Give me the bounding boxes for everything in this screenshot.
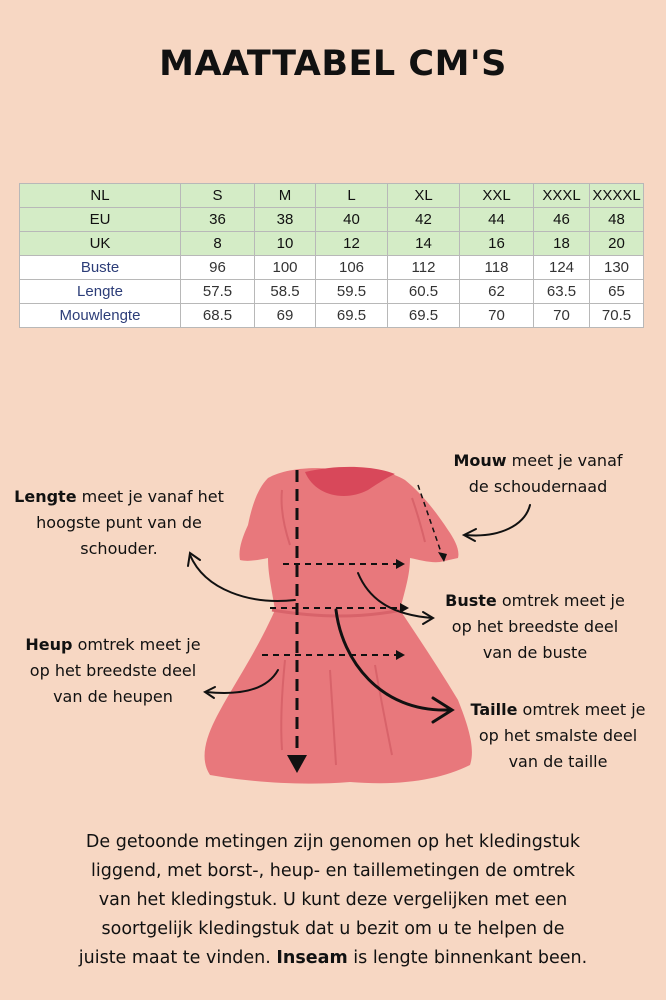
callout-heup: [8, 632, 218, 710]
callout-lengte-line1: meet je vanaf het: [76, 487, 224, 506]
table-cell: 36: [181, 208, 255, 232]
table-cell: 68.5: [181, 304, 255, 328]
table-cell: 8: [181, 232, 255, 256]
callout-buste-bold: Buste: [445, 591, 497, 610]
table-row: [20, 256, 644, 280]
table-cell: XL: [388, 184, 460, 208]
callout-buste: [432, 588, 638, 666]
footer-line3: van het kledingstuk. U kunt deze vergelijken met een: [98, 890, 568, 910]
table-cell: 63.5: [534, 280, 590, 304]
callout-heup-line3: van de heupen: [53, 687, 173, 706]
table-cell: 65: [590, 280, 644, 304]
table-cell: XXXXL: [590, 184, 644, 208]
callout-buste-line1: omtrek meet je: [496, 591, 625, 610]
table-cell: 130: [590, 256, 644, 280]
table-cell: 70: [460, 304, 534, 328]
callout-lengte-line2: hoogste punt van de: [36, 513, 202, 532]
row-label: EU: [20, 208, 181, 232]
table-cell: 14: [388, 232, 460, 256]
callout-lengte: [6, 484, 232, 562]
table-cell: 48: [590, 208, 644, 232]
table-cell: 58.5: [255, 280, 316, 304]
row-label: Buste: [20, 256, 181, 280]
callout-mouw: [440, 448, 636, 500]
table-cell: 12: [316, 232, 388, 256]
size-table: [19, 183, 644, 328]
table-cell: 70.5: [590, 304, 644, 328]
table-row: [20, 208, 644, 232]
callout-mouw-line2: de schoudernaad: [468, 477, 608, 496]
callout-taille-bold: Taille: [470, 700, 518, 719]
callout-mouw-line1: meet je vanaf: [506, 451, 623, 470]
table-cell: L: [316, 184, 388, 208]
row-label: UK: [20, 232, 181, 256]
callout-mouw-bold: Mouw: [453, 451, 507, 470]
footer-line1: De getoonde metingen zijn genomen op het kledingstuk: [85, 832, 581, 852]
table-cell: 38: [255, 208, 316, 232]
table-cell: 42: [388, 208, 460, 232]
table-cell: 46: [534, 208, 590, 232]
table-cell: 16: [460, 232, 534, 256]
callout-taille-line1: omtrek meet je: [517, 700, 646, 719]
footer-inseam-bold: Inseam: [276, 948, 348, 968]
table-cell: XXXL: [534, 184, 590, 208]
table-cell: 96: [181, 256, 255, 280]
table-cell: 112: [388, 256, 460, 280]
table-row: [20, 304, 644, 328]
footer-line2: liggend, met borst-, heup- en taillemetingen de omtrek: [91, 861, 575, 881]
footer-line5-post: is lengte binnenkant been.: [347, 948, 588, 968]
callout-taille-line2: op het smalste deel: [478, 726, 638, 745]
table-cell: 124: [534, 256, 590, 280]
table-row: [20, 184, 644, 208]
table-cell: S: [181, 184, 255, 208]
table-row: [20, 280, 644, 304]
callout-heup-line2: op het breedste deel: [29, 661, 197, 680]
row-label: NL: [20, 184, 181, 208]
row-label: Mouwlengte: [20, 304, 181, 328]
table-cell: 18: [534, 232, 590, 256]
callout-heup-line1: omtrek meet je: [72, 635, 201, 654]
table-cell: XXL: [460, 184, 534, 208]
table-cell: 118: [460, 256, 534, 280]
page-title: MAATTABEL CM'S: [159, 44, 507, 84]
table-cell: 40: [316, 208, 388, 232]
callout-lengte-bold: Lengte: [14, 487, 77, 506]
table-cell: 59.5: [316, 280, 388, 304]
table-row: [20, 232, 644, 256]
callout-taille: [456, 697, 660, 775]
footer-line5-pre: juiste maat te vinden.: [78, 948, 277, 968]
table-cell: 100: [255, 256, 316, 280]
table-cell: 69: [255, 304, 316, 328]
table-cell: 70: [534, 304, 590, 328]
table-cell: 62: [460, 280, 534, 304]
table-cell: M: [255, 184, 316, 208]
table-cell: 106: [316, 256, 388, 280]
table-cell: 10: [255, 232, 316, 256]
callout-buste-line3: van de buste: [482, 643, 588, 662]
callout-buste-line2: op het breedste deel: [451, 617, 619, 636]
table-cell: 57.5: [181, 280, 255, 304]
footer-line4: soortgelijk kledingstuk dat u bezit om u te helpen de: [101, 919, 565, 939]
table-cell: 20: [590, 232, 644, 256]
row-label: Lengte: [20, 280, 181, 304]
table-cell: 60.5: [388, 280, 460, 304]
callout-lengte-line3: schouder.: [80, 539, 158, 558]
table-cell: 44: [460, 208, 534, 232]
callout-taille-line3: van de taille: [508, 752, 608, 771]
table-cell: 69.5: [316, 304, 388, 328]
callout-heup-bold: Heup: [25, 635, 73, 654]
table-cell: 69.5: [388, 304, 460, 328]
footer-note: [20, 828, 646, 973]
